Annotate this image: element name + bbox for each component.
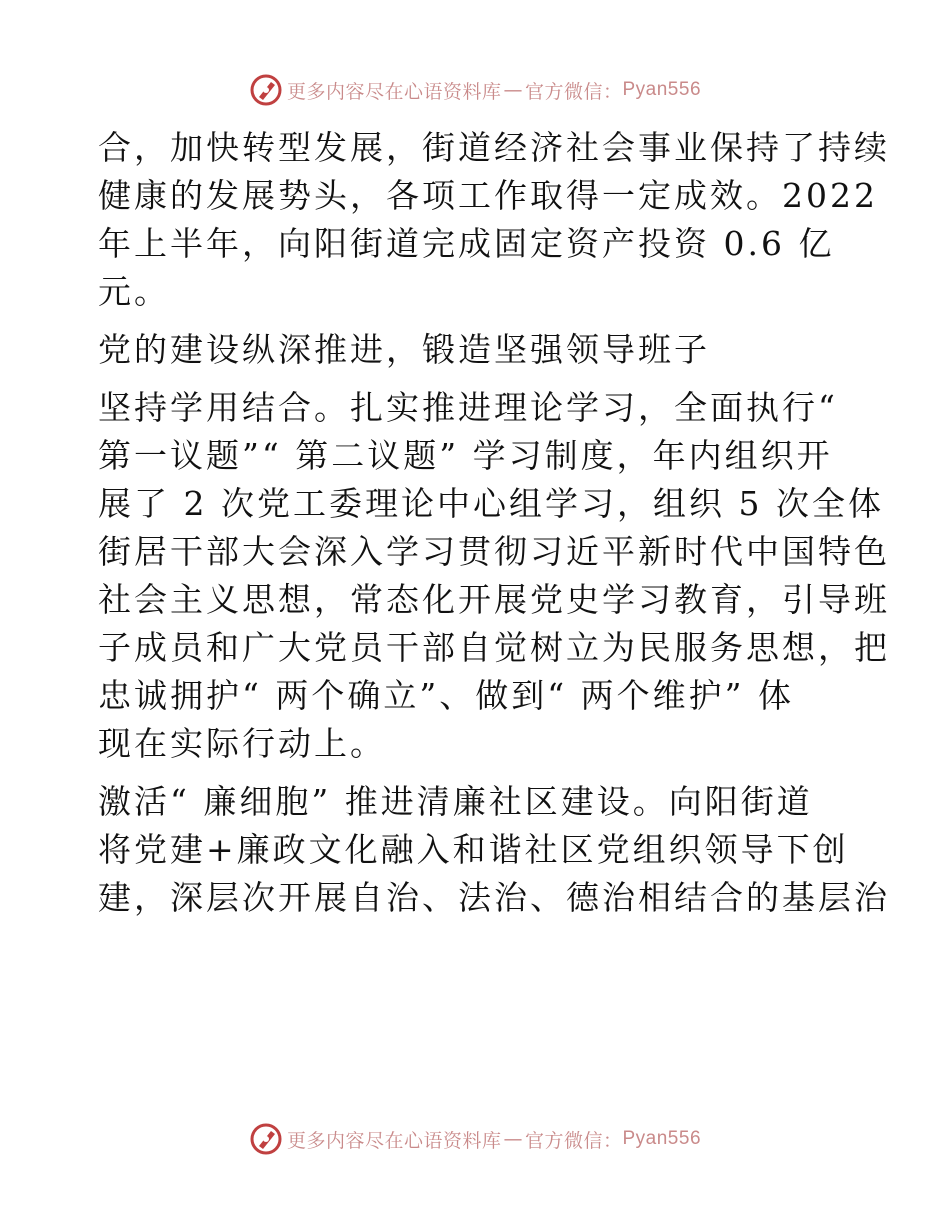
text-line: 元。 xyxy=(98,272,170,311)
document-body xyxy=(98,124,890,922)
paragraph-integrity xyxy=(98,778,890,922)
text-line: 年上半年，向阳街道完成固定资产投资 0.6 亿 xyxy=(98,224,835,263)
watermark-footer xyxy=(0,1122,950,1156)
text-line: 街居干部大会深入学习贯彻习近平新时代中国特色 xyxy=(98,532,890,571)
text-line: 激活“ 廉细胞” 推进清廉社区建设。向阳街道 xyxy=(98,782,813,821)
text-line: 展了 2 次党工委理论中心组学习，组织 5 次全体 xyxy=(98,484,884,523)
text-line: 第一议题”“ 第二议题” 学习制度，年内组织开 xyxy=(98,436,833,475)
watermark-wechat-label: 官方微信： xyxy=(524,1129,623,1152)
paragraph-study xyxy=(98,384,890,768)
watermark-separator: — xyxy=(503,79,523,101)
pen-logo-icon xyxy=(249,1122,283,1156)
text-line: 合，加快转型发展，街道经济社会事业保持了持续 xyxy=(98,128,890,167)
watermark-separator: — xyxy=(503,1128,523,1150)
paragraph-intro xyxy=(98,124,890,316)
section-heading xyxy=(98,326,858,374)
text-line: 健康的发展势头，各项工作取得一定成效。2022 xyxy=(98,176,878,215)
watermark-wechat-label: 官方微信： xyxy=(524,80,623,103)
text-line: 子成员和广大党员干部自觉树立为民服务思想，把 xyxy=(98,628,890,667)
watermark-wechat-id: Pyan556 xyxy=(622,79,702,100)
watermark-wechat-id: Pyan556 xyxy=(622,1128,702,1149)
watermark-header xyxy=(0,73,950,107)
text-line: 将党建+廉政文化融入和谐社区党组织领导下创 xyxy=(98,830,849,869)
pen-logo-icon xyxy=(249,73,283,107)
text-line: 坚持学用结合。扎实推进理论学习，全面执行“ xyxy=(98,388,838,427)
text-line: 现在实际行动上。 xyxy=(98,724,386,763)
watermark-title: 更多内容尽在心语资料库 xyxy=(286,1129,502,1152)
heading-line: 党的建设纵深推进，锻造坚强领导班子 xyxy=(98,330,710,369)
watermark-title: 更多内容尽在心语资料库 xyxy=(286,80,502,103)
text-line: 社会主义思想，常态化开展党史学习教育，引导班 xyxy=(98,580,890,619)
text-line: 建，深层次开展自治、法治、德治相结合的基层治 xyxy=(98,878,890,917)
text-line: 忠诚拥护“ 两个确立”、做到“ 两个维护” 体 xyxy=(98,676,794,715)
